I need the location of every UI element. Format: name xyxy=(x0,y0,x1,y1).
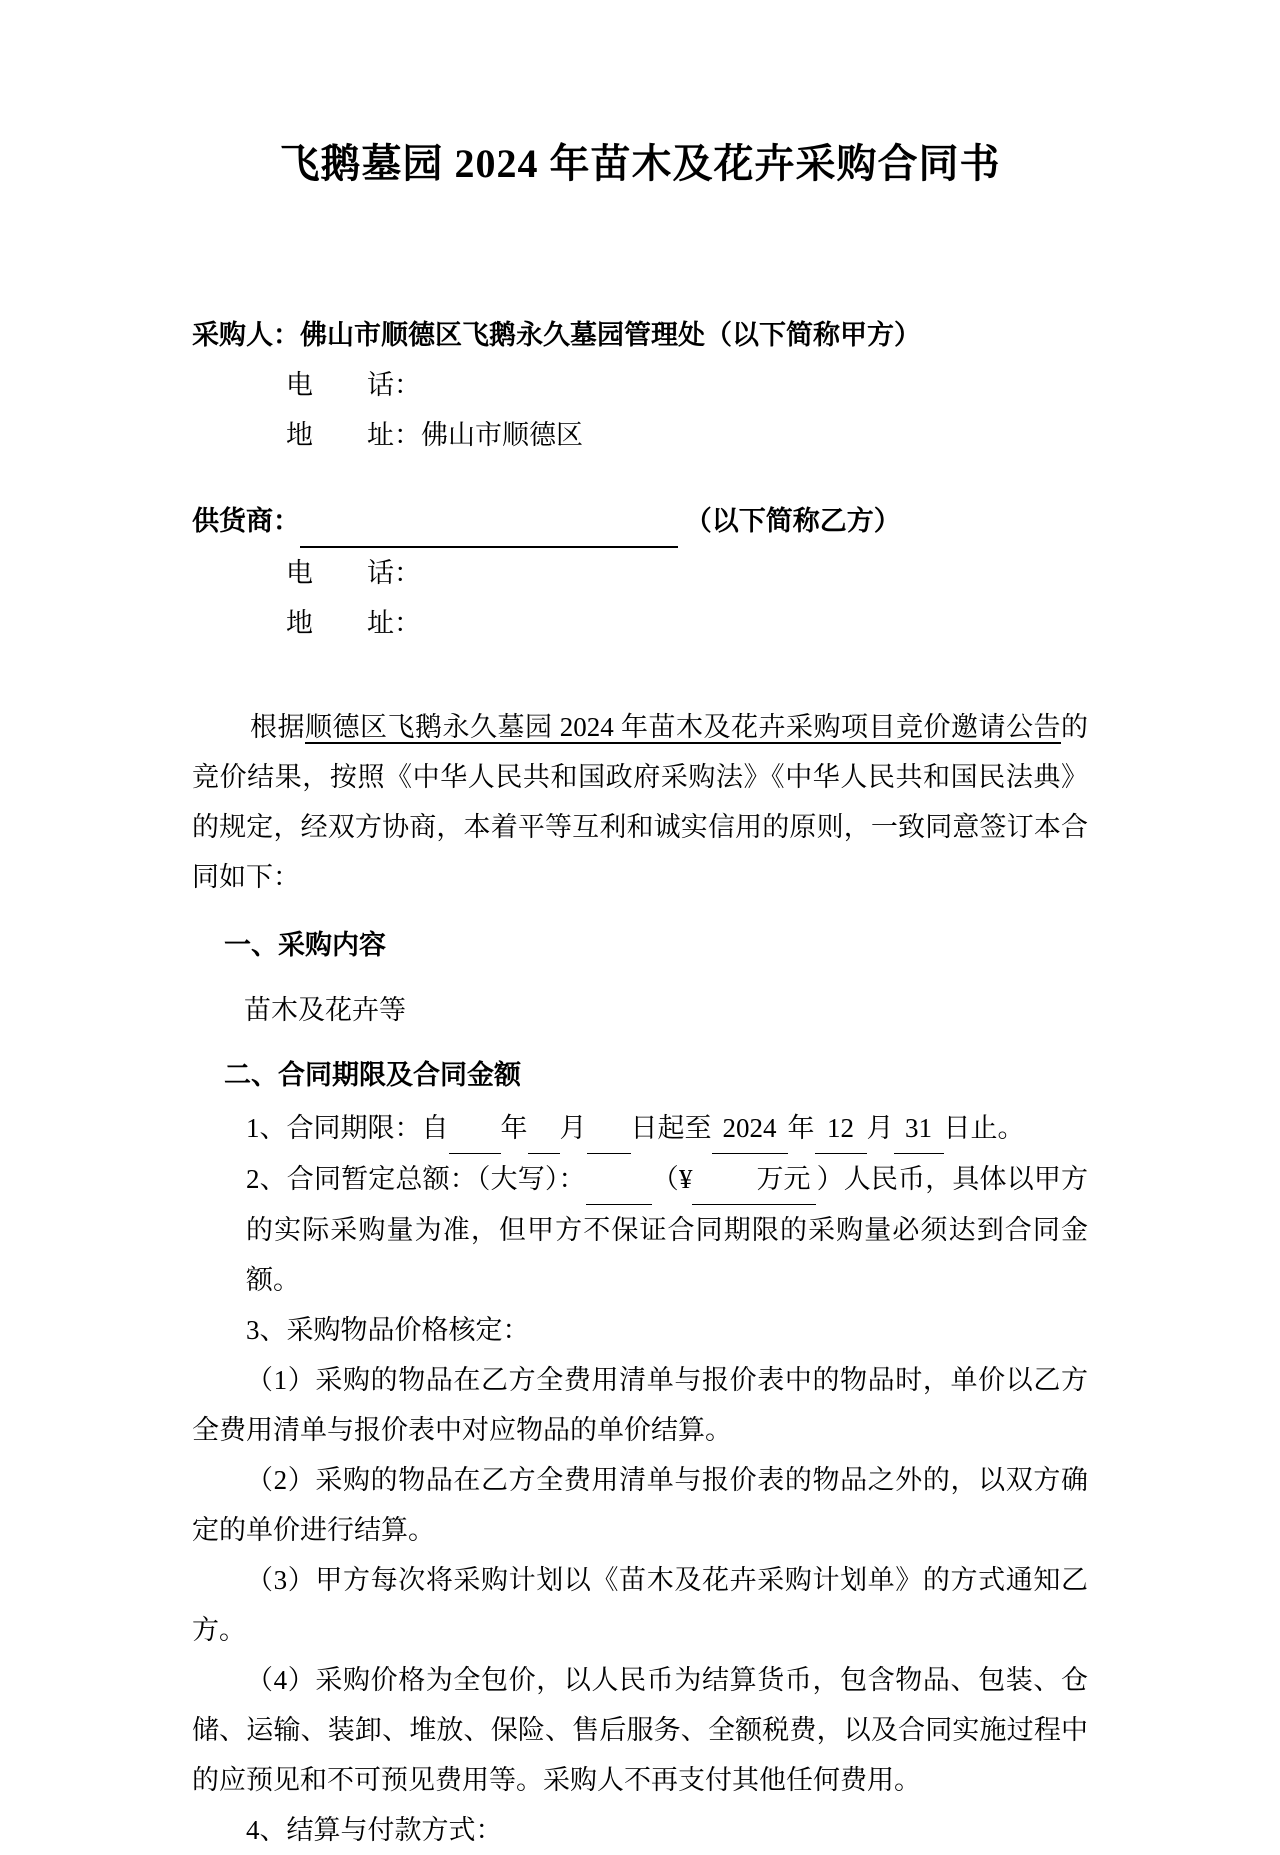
item2-suffix: ）人民币，具体以甲方的实际采购量为准，但甲方不保证合同期限的采购量必须达到合同金额。 xyxy=(246,1164,1089,1295)
buyer-block xyxy=(192,310,1088,460)
item1-suffix: 日止。 xyxy=(943,1113,1025,1143)
item4-payment-heading: 4、结算与付款方式： xyxy=(246,1815,503,1845)
blank-start-day xyxy=(587,1103,631,1154)
buyer-label: 采购人： xyxy=(192,320,300,350)
item1-month-label2: 月 xyxy=(866,1113,894,1143)
item1-year-label2: 年 xyxy=(787,1113,815,1143)
buyer-phone-label: 电 话： xyxy=(286,370,421,400)
item3-sub4: （4）采购价格为全包价，以人民币为结算货币，包含物品、包装、仓储、运输、装卸、堆放、保险、售后服务、全额税费，以及合同实施过程中的应预见和不可预见费用等。采购人不再支付其他任何费用。 xyxy=(192,1665,1088,1795)
supplier-address-label: 地 址： xyxy=(286,608,421,638)
item3-sub1: （1）采购的物品在乙方全费用清单与报价表中的物品时，单价以乙方全费用清单与报价表中对应物品的单价结算。 xyxy=(192,1365,1088,1445)
supplier-phone-row xyxy=(192,548,1088,598)
buyer-line xyxy=(192,310,1088,360)
item3-sub3: （3）甲方每次将采购计划以《苗木及花卉采购计划单》的方式通知乙方。 xyxy=(192,1565,1088,1645)
document-title: 飞鹅墓园 2024 年苗木及花卉采购合同书 xyxy=(279,141,1001,186)
section2-heading: 二、合同期限及合同金额 xyxy=(224,1060,521,1090)
blank-start-year xyxy=(449,1103,501,1154)
end-month-value: 12 xyxy=(815,1103,867,1154)
supplier-line xyxy=(192,496,1088,548)
blank-amount-figures: 万元 xyxy=(692,1154,816,1205)
item1-mid: 日起至 xyxy=(630,1113,712,1143)
buyer-phone-row xyxy=(192,360,1088,410)
section1-content: 苗木及花卉等 xyxy=(244,995,406,1025)
buyer-address-label: 地 址： xyxy=(286,420,421,450)
supplier-address-row xyxy=(192,598,1088,648)
item1-year-label1: 年 xyxy=(500,1113,528,1143)
end-year-value: 2024 xyxy=(712,1103,788,1154)
supplier-label: 供货商： xyxy=(192,506,300,536)
supplier-suffix: （以下简称乙方） xyxy=(684,506,901,536)
supplier-phone-label: 电 话： xyxy=(286,558,421,588)
item1-month-label1: 月 xyxy=(559,1113,587,1143)
blank-amount-words xyxy=(586,1154,652,1205)
supplier-block xyxy=(192,496,1088,648)
item3-price-heading: 3、采购物品价格核定： xyxy=(246,1315,530,1345)
item3-sub2: （2）采购的物品在乙方全费用清单与报价表的物品之外的，以双方确定的单价进行结算。 xyxy=(192,1465,1088,1545)
document-content xyxy=(192,0,1088,1855)
item1-prefix: 1、合同期限：自 xyxy=(246,1113,449,1143)
preamble-underlined-project-name: 顺德区飞鹅永久墓园 2024 年苗木及花卉采购项目竞价邀请公告 xyxy=(305,712,1061,742)
blank-start-month xyxy=(528,1103,560,1154)
preamble-paragraph xyxy=(192,702,1088,902)
supplier-name-blank xyxy=(300,496,678,548)
end-day-value: 31 xyxy=(894,1103,944,1154)
item2-yen-sign: （¥ xyxy=(651,1164,693,1194)
buyer-address-value: 佛山市顺德区 xyxy=(421,420,583,450)
buyer-address-row xyxy=(192,410,1088,460)
preamble-lead: 根据 xyxy=(250,712,305,742)
item1-contract-period xyxy=(192,1103,1088,1154)
item2-prefix: 2、合同暂定总额：（大写）： xyxy=(246,1164,586,1194)
preamble-rest: 的竞价结果，按照《中华人民共和国政府采购法》《中华人民共和国民法典》的规定，经双方协商，本着平等互利和诚实信用的原则，一致同意签订本合同如下： xyxy=(192,712,1088,892)
item2-contract-amount xyxy=(246,1154,1088,1305)
buyer-name: 佛山市顺德区飞鹅永久墓园管理处（以下简称甲方） xyxy=(300,320,921,350)
section1-heading: 一、采购内容 xyxy=(224,930,386,960)
